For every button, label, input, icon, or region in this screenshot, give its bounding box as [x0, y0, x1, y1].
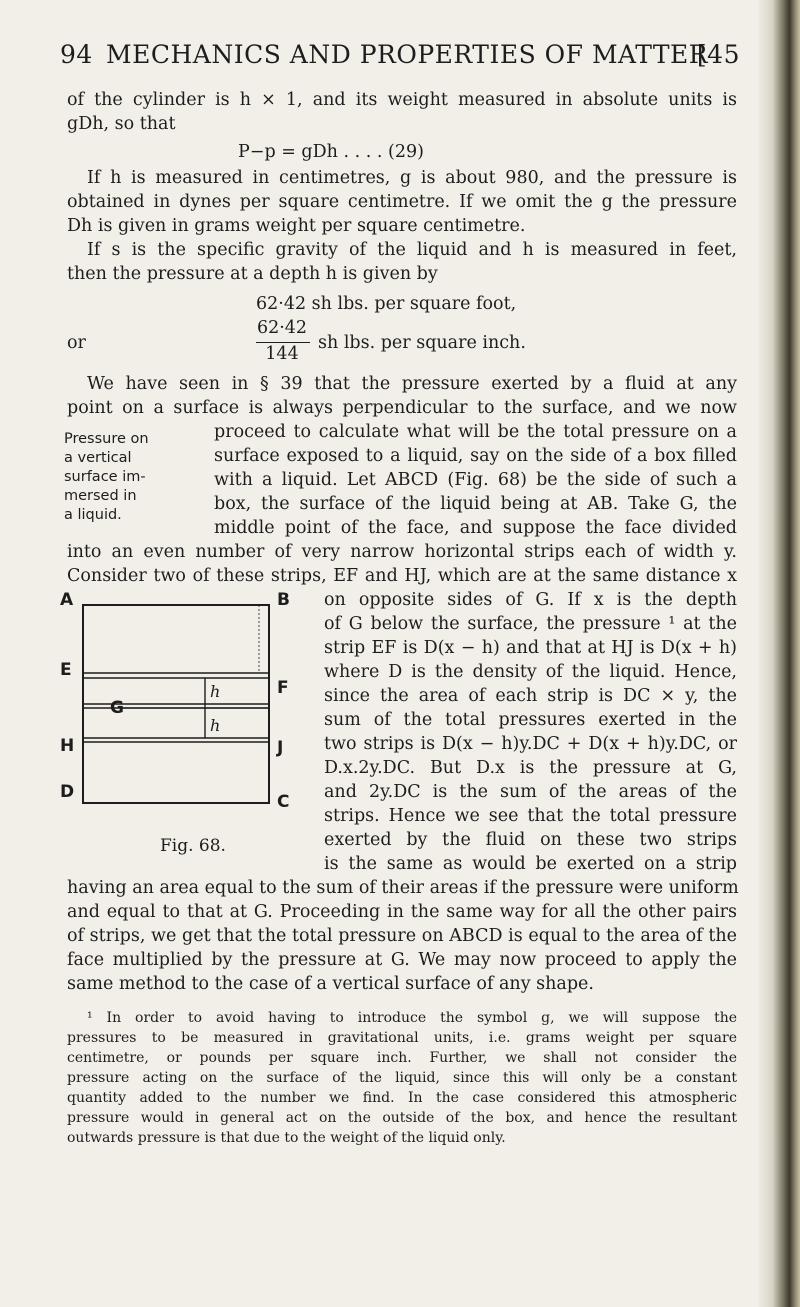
- text-line: of the cylinder is h × 1, and its weight measured in absolute units is: [67, 90, 737, 110]
- footnote-line: ¹ In order to avoid having to introduce the symbol g, we will suppose the: [87, 1010, 737, 1026]
- text-line: point on a surface is always perpendicular to the surface, and we now: [67, 398, 737, 418]
- text-line: strip EF is D(x − h) and that at HJ is D(x + h): [324, 638, 737, 658]
- text-line: We have seen in § 39 that the pressure exerted by a fluid at any: [87, 374, 737, 394]
- text-line: same method to the case of a vertical surface of any shape.: [67, 974, 594, 994]
- text-line: Dh is given in grams weight per square centimetre.: [67, 216, 526, 236]
- label-j: J: [277, 738, 284, 758]
- margin-note-line: mersed in: [64, 488, 137, 504]
- label-a: A: [60, 590, 74, 610]
- figure-caption: Fig. 68.: [160, 836, 226, 856]
- text-line: into an even number of very narrow horizontal strips each of width y.: [67, 542, 737, 562]
- text-line: obtained in dynes per square centimetre. If we omit the g the pressure: [67, 192, 737, 212]
- text-line: on opposite sides of G. If x is the depth: [324, 590, 737, 610]
- label-e: E: [60, 660, 72, 680]
- page-number: 94: [60, 40, 93, 69]
- text-line: having an area equal to the sum of their areas if the pressure were uniform: [67, 878, 739, 898]
- label-h-upper: h: [210, 682, 221, 701]
- text-line: exerted by the fluid on these two strips: [324, 830, 737, 850]
- margin-note-line: Pressure on: [64, 431, 149, 447]
- margin-note-line: a vertical: [64, 450, 132, 466]
- equation-feet: 62·42 sh lbs. per square foot,: [256, 294, 517, 314]
- label-h: H: [60, 736, 75, 756]
- footnote-line: centimetre, or pounds per square inch. Further, we shall not consider the: [67, 1050, 737, 1066]
- margin-note-line: a liquid.: [64, 507, 122, 523]
- text-line: surface exposed to a liquid, say on the side of a box filled: [214, 446, 737, 466]
- text-line: is the same as would be exerted on a strip: [324, 854, 737, 874]
- text-line: and equal to that at G. Proceeding in the same way for all the other pairs: [67, 902, 737, 922]
- running-header: [60, 40, 740, 72]
- footnote-line: pressure would in general act on the outside of the box, and hence the resultant: [67, 1110, 737, 1126]
- footnote-line: pressures to be measured in gravitational units, i.e. grams weight per square: [67, 1030, 737, 1046]
- text-line: box, the surface of the liquid being at AB. Take G, the: [214, 494, 737, 514]
- equation-29: P−p = gDh . . . . (29): [238, 142, 424, 162]
- label-g: G: [110, 698, 124, 718]
- text-line: sum of the total pressures exerted in the: [324, 710, 737, 730]
- text-line: middle point of the face, and suppose the face divided: [214, 518, 737, 538]
- text-line: proceed to calculate what will be the total pressure on a: [214, 422, 737, 442]
- fraction-numerator: 62·42: [256, 318, 308, 338]
- text-line: If h is measured in centimetres, g is about 980, and the pressure is: [87, 168, 737, 188]
- label-b: B: [277, 590, 290, 610]
- fraction-bar: [256, 342, 310, 343]
- figure-68: [55, 585, 335, 825]
- text-line: two strips is D(x − h)y.DC + D(x + h)y.DC, or: [324, 734, 737, 754]
- label-h-lower: h: [210, 716, 221, 735]
- text-line: where D is the density of the liquid. Hence,: [324, 662, 737, 682]
- text-line: Consider two of these strips, EF and HJ, which are at the same distance x: [67, 566, 737, 586]
- equation-inch: sh lbs. per square inch.: [318, 333, 526, 353]
- running-title: MECHANICS AND PROPERTIES OF MATTER: [106, 40, 709, 69]
- margin-note-line: surface im-: [64, 469, 146, 485]
- or-label: or: [67, 333, 86, 353]
- label-f: F: [277, 678, 289, 698]
- footnote-line: outwards pressure is that due to the weight of the liquid only.: [67, 1130, 506, 1146]
- text-line: strips. Hence we see that the total pressure: [324, 806, 737, 826]
- text-line: then the pressure at a depth h is given by: [67, 264, 438, 284]
- text-line: and 2y.DC is the sum of the areas of the: [324, 782, 737, 802]
- label-d: D: [60, 782, 75, 802]
- section-number: [45: [696, 40, 740, 69]
- footnote-line: quantity added to the number we find. In the case considered this atmospheric: [67, 1090, 737, 1106]
- text-line: If s is the specific gravity of the liquid and h is measured in feet,: [87, 240, 737, 260]
- footnote-line: pressure acting on the surface of the liquid, since this will only be a constant: [67, 1070, 737, 1086]
- text-line: since the area of each strip is DC × y, the: [324, 686, 737, 706]
- text-line: of G below the surface, the pressure ¹ at the: [324, 614, 737, 634]
- text-line: face multiplied by the pressure at G. We may now proceed to apply the: [67, 950, 737, 970]
- page-edge-shadow: [758, 0, 800, 1307]
- label-c: C: [277, 792, 290, 812]
- text-line: D.x.2y.DC. But D.x is the pressure at G,: [324, 758, 737, 778]
- margin-note: [64, 430, 154, 525]
- text-line: with a liquid. Let ABCD (Fig. 68) be the side of such a: [214, 470, 737, 490]
- fraction-denominator: 144: [265, 344, 299, 364]
- text-line: of strips, we get that the total pressure on ABCD is equal to the area of the: [67, 926, 737, 946]
- text-line: gDh, so that: [67, 114, 176, 134]
